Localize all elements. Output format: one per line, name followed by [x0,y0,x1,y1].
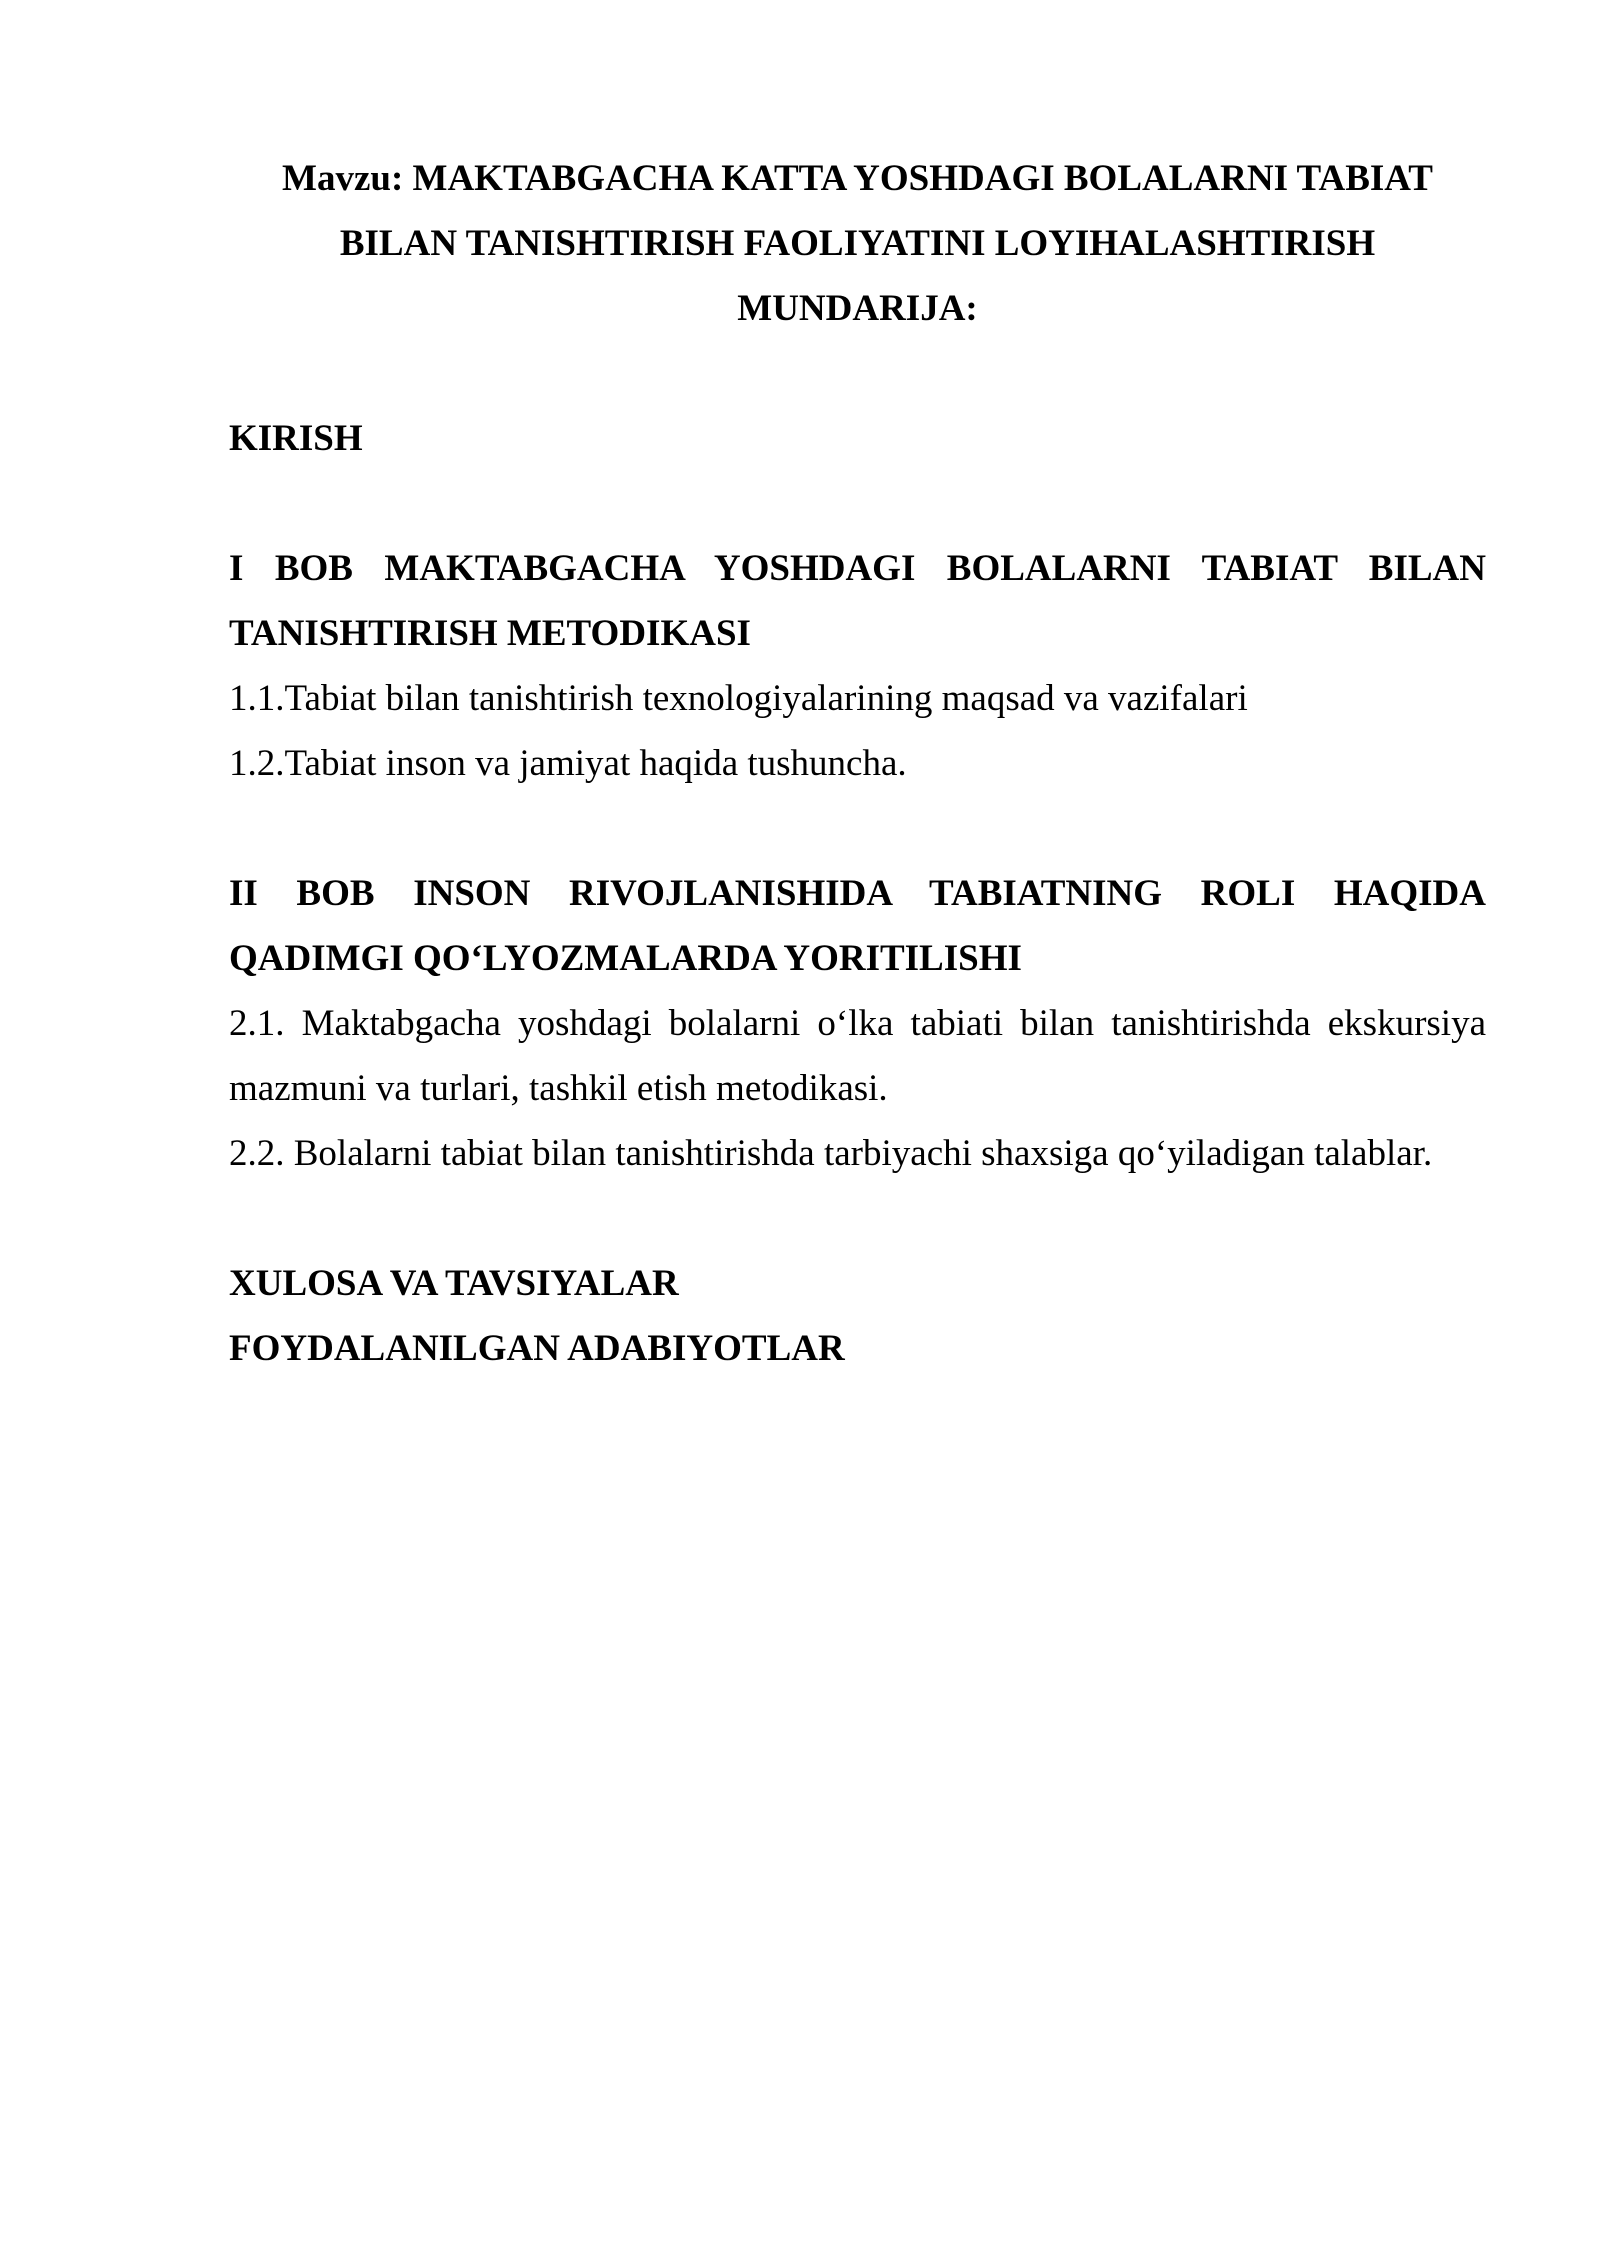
chapter-2-heading-line-1: II BOB INSON RIVOJLANISHIDA TABIATNING ROLI HAQIDA [229,873,1486,914]
toc-chapter-1-heading [229,536,1486,666]
spacer [229,471,1486,536]
toc-item-2-1-line-1: 2.1. Maktabgacha yoshdagi bolalarni o‘lka tabiati bilan tanishtirishda ekskursiya [229,1003,1486,1044]
document-content [229,146,1486,1381]
toc-chapter-2-heading [229,861,1486,991]
document-title [229,146,1486,341]
toc-intro: KIRISH [229,418,363,459]
title-line-1: Mavzu: MAKTABGACHA KATTA YOSHDAGI BOLALARNI TABIAT [282,158,1433,199]
toc-item-2-1-line-2: mazmuni va turlari, tashkil etish metodikasi. [229,1068,888,1109]
chapter-1-heading-line-1: I BOB MAKTABGACHA YOSHDAGI BOLALARNI TABIAT BILAN [229,548,1486,589]
spacer [229,1186,1486,1251]
chapter-1-heading-line-2: TANISHTIRISH METODIKASI [229,613,751,654]
chapter-2-heading-line-2: QADIMGI QO‘LYOZMALARDA YORITILISHI [229,938,1022,979]
toc-item-2-1 [229,991,1486,1121]
toc-item-1-2: 1.2.Tabiat inson va jamiyat haqida tushuncha. [229,743,907,784]
spacer [229,341,1486,406]
toc-item-1-1: 1.1.Tabiat bilan tanishtirish texnologiyalarining maqsad va vazifalari [229,678,1248,719]
toc-references: FOYDALANILGAN ADABIYOTLAR [229,1328,845,1369]
toc-conclusion: XULOSA VA TAVSIYALAR [229,1263,679,1304]
title-line-2: BILAN TANISHTIRISH FAOLIYATINI LOYIHALASHTIRISH [339,223,1376,264]
contents-heading: MUNDARIJA: [737,288,978,329]
spacer [229,796,1486,861]
toc-item-2-2: 2.2. Bolalarni tabiat bilan tanishtirishda tarbiyachi shaxsiga qo‘yiladigan talablar. [229,1133,1433,1174]
